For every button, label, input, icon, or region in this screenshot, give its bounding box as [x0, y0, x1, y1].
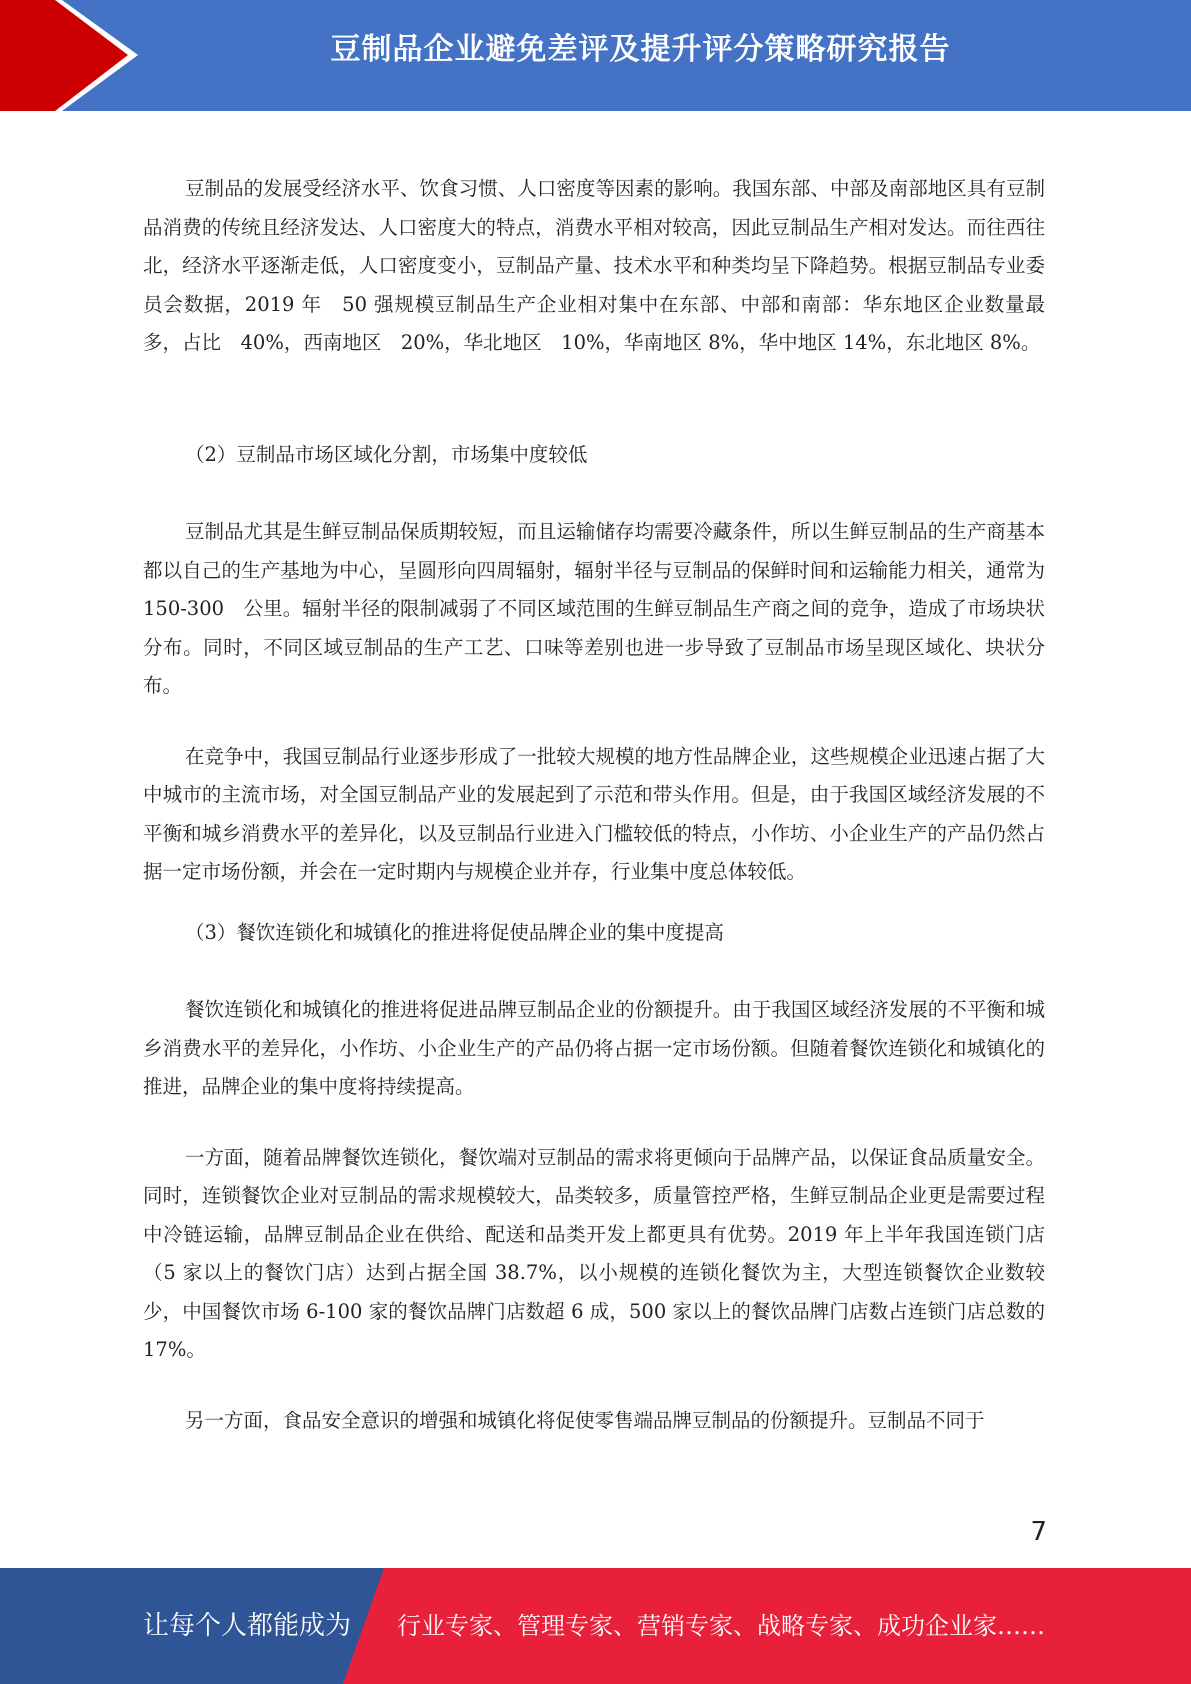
- document-body: [143, 170, 1065, 1440]
- footer-slogan-right: 行业专家、管理专家、营销专家、战略专家、成功企业家……: [397, 1612, 1045, 1640]
- section-heading-3: （3）餐饮连锁化和城镇化的推进将促使品牌企业的集中度提高: [185, 920, 724, 944]
- paragraph-catering-chain: 一方面，随着品牌餐饮连锁化，餐饮端对豆制品的需求将更倾向于品牌产品，以保证食品质量安全。同时，连锁餐饮企业对豆制品的需求规模较大，品类较多，质量管控严格，生鲜豆制品企业更是需要过程中冷链运输，品牌豆制品企业在供给、配送和品类开发上都更具有优势。2019 年上半年我国连锁门店（5 家以上的餐饮门店）达到占据全国 38.7%，以小规模的连锁化餐饮为主，大型连锁餐饮企业数较少，中国餐饮市场 6-100 家的餐饮品牌门店数超 6 成，500 家以上的餐饮品牌门店数占连锁门店总数的 17%。: [143, 1145, 1052, 1361]
- footer-slogan-left: 让每个人都能成为: [143, 1611, 352, 1641]
- paragraph-regional-development: 豆制品的发展受经济水平、饮食习惯、人口密度等因素的影响。我国东部、中部及南部地区具有豆制品消费的传统且经济发达、人口密度大的特点，消费水平相对较高，因此豆制品生产相对发达。而往西往北，经济水平逐渐走低，人口密度变小，豆制品产量、技术水平和种类均呈下降趋势。根据豆制品专业委员会数据，2019 年 50 强规模豆制品生产企业相对集中在东部、中部和南部：华东地区企业数量最多，占比 40%，西南地区 20%，华北地区 10%，华南地区 8%，华中地区 14%，东北地区 8%。: [143, 177, 1045, 354]
- page-footer: [0, 1568, 1191, 1684]
- paragraph-food-safety: 另一方面，食品安全意识的增强和城镇化将促使零售端品牌豆制品的份额提升。豆制品不同于: [185, 1408, 985, 1432]
- paragraph-chain-urbanization: 餐饮连锁化和城镇化的推进将促进品牌豆制品企业的份额提升。由于我国区域经济发展的不平衡和城乡消费水平的差异化，小作坊、小企业生产的产品仍将占据一定市场份额。但随着餐饮连锁化和城镇化的推进，品牌企业的集中度将持续提高。: [143, 998, 1045, 1098]
- page-header: [0, 0, 1191, 111]
- paragraph-market-segmentation: 豆制品尤其是生鲜豆制品保质期较短，而且运输储存均需要冷藏条件，所以生鲜豆制品的生产商基本都以自己的生产基地为中心，呈圆形向四周辐射，辐射半径与豆制品的保鲜时间和运输能力相关，通常为 150-300 公里。辐射半径的限制减弱了不同区域范围的生鲜豆制品生产商之间的竞争，造成了市场块状分布。同时，不同区域豆制品的生产工艺、口味等差别也进一步导致了豆制品市场呈现区域化、块状分布。: [143, 520, 1065, 697]
- page-number: 7: [1030, 1517, 1047, 1547]
- section-heading-2: （2）豆制品市场区域化分割，市场集中度较低: [185, 442, 588, 466]
- report-title: 豆制品企业避免差评及提升评分策略研究报告: [330, 32, 951, 67]
- paragraph-competition: 在竞争中，我国豆制品行业逐步形成了一批较大规模的地方性品牌企业，这些规模企业迅速占据了大中城市的主流市场，对全国豆制品产业的发展起到了示范和带头作用。但是，由于我国区域经济发展的不平衡和城乡消费水平的差异化，以及豆制品行业进入门槛较低的特点，小作坊、小企业生产的产品仍然占据一定市场份额，并会在一定时期内与规模企业并存，行业集中度总体较低。: [143, 744, 1045, 883]
